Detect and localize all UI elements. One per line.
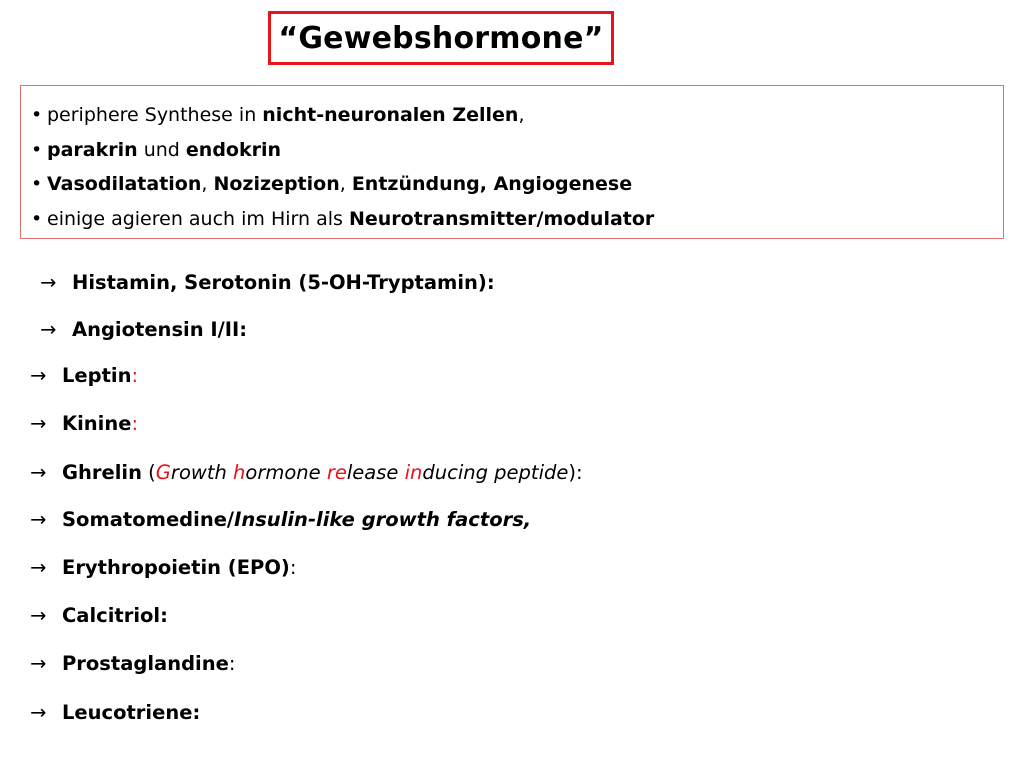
text-bold: Neurotransmitter/modulator (348, 207, 655, 230)
item-label: Prostaglandine (62, 652, 229, 675)
page-title: “Gewebshormone” (278, 20, 604, 56)
text-bold: nicht-neuronalen Zellen (262, 104, 519, 126)
item-colon: : (131, 364, 139, 387)
list-item-angiotensin (40, 318, 247, 342)
list-item-calcitriol (30, 604, 168, 628)
text: ducing peptide (422, 461, 569, 484)
arrow-right-icon: → (40, 271, 57, 294)
acronym-letter: G (155, 461, 171, 484)
list-item-kinine (30, 412, 138, 436)
info-line-neurotransmitter (31, 202, 993, 237)
arrow-right-icon: → (30, 604, 47, 627)
list-item-epo (30, 556, 296, 580)
text: lease (346, 461, 405, 484)
info-line-parakrin (31, 133, 993, 168)
text: einige agieren auch im Hirn als (47, 207, 349, 230)
list-item-ghrelin (30, 461, 583, 485)
info-line-vasodilatation (31, 167, 993, 202)
text-bold: Vasodilatation (47, 173, 202, 195)
item-label: Leucotriene: (62, 701, 201, 724)
text: rowth (170, 461, 234, 484)
arrow-right-icon: → (30, 701, 47, 724)
list-item-leucotriene (30, 701, 200, 725)
acronym-letter: h (233, 461, 246, 484)
arrow-right-icon: → (30, 461, 47, 484)
list-item-leptin (30, 364, 138, 388)
text: periphere Synthese in (47, 104, 263, 126)
item-label: Histamin, Serotonin (5-OH-Tryptamin): (72, 271, 495, 294)
item-label: Leptin (62, 364, 132, 387)
bullet: • (31, 173, 43, 195)
text: , (518, 104, 525, 126)
bullet: • (31, 104, 43, 126)
arrow-right-icon: → (30, 412, 47, 435)
item-label: Erythropoietin (EPO) (62, 556, 290, 579)
text-bold: Nozizeption (213, 173, 340, 195)
arrow-right-icon: → (30, 556, 47, 579)
text: ormone (245, 461, 327, 484)
list-item-somatomedine (30, 508, 531, 532)
list-item-prostaglandine (30, 652, 235, 676)
acronym-letter: in (404, 461, 423, 484)
item-label-italic: Insulin-like growth factors, (234, 508, 532, 531)
bullet: • (31, 207, 43, 230)
item-label: Kinine (62, 412, 132, 435)
item-colon: : (289, 556, 297, 579)
item-label: Calcitriol: (62, 604, 168, 627)
text-bold: endokrin (185, 138, 282, 161)
title-box (268, 11, 614, 65)
text: ): (568, 461, 583, 484)
arrow-right-icon: → (30, 652, 47, 675)
arrow-right-icon: → (30, 508, 47, 531)
info-line-synthese (31, 98, 993, 133)
text-bold: Entzündung, Angiogenese (351, 173, 633, 195)
text-bold: parakrin (47, 138, 138, 161)
arrow-right-icon: → (40, 318, 57, 341)
text: ( (141, 461, 156, 484)
text: , (339, 173, 352, 195)
item-label: Ghrelin (62, 461, 142, 484)
info-box (20, 85, 1004, 239)
item-label: Angiotensin I/II: (72, 318, 248, 341)
bullet: • (31, 138, 43, 161)
text: und (137, 138, 186, 161)
arrow-right-icon: → (30, 364, 47, 387)
item-colon: : (131, 412, 139, 435)
acronym-letter: re (326, 461, 347, 484)
list-item-histamin (40, 271, 495, 295)
text: , (201, 173, 214, 195)
item-label: Somatomedine/ (62, 508, 235, 531)
item-colon: : (228, 652, 236, 675)
